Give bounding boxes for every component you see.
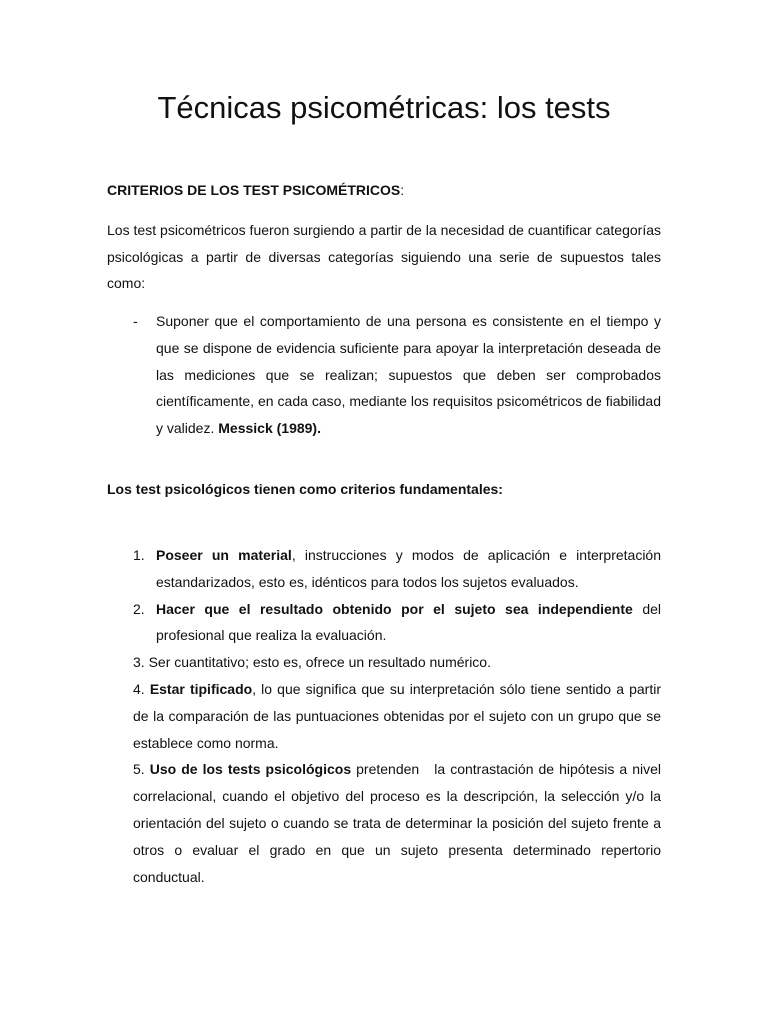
item-text: del profesional que realiza la evaluación. bbox=[156, 600, 661, 644]
item-text: , instrucciones y modos de aplicación e interpretación estandarizados, esto es, idénticos para todos los sujetos evaluados. bbox=[156, 547, 661, 590]
criteria-item-2 bbox=[133, 596, 661, 650]
item-text: pretenden la contrastación de hipótesis a nivel correlacional, cuando el objetivo del proceso es la descripción, la selección y/o la orientación del sujeto o cuando se trata de determinar la posición del sujeto frente a otros o evaluar el grado en que un sujeto presenta determinado repertorio conductual. bbox=[133, 761, 665, 885]
item-number: 5. bbox=[133, 761, 145, 778]
dash-marker: - bbox=[133, 313, 138, 329]
item-number: 4. bbox=[133, 680, 145, 697]
item-number: 1. bbox=[133, 547, 145, 563]
item-text: , lo que significa que su interpretación sólo tiene sentido a partir de la comparación de las puntuaciones obtenidas por el sujeto con un grupo que se establece como norma. bbox=[133, 680, 661, 751]
section-heading-colon: : bbox=[400, 182, 405, 198]
citation: Messick (1989). bbox=[218, 420, 321, 437]
section-heading-text: CRITERIOS DE LOS TEST PSICOMÉTRICOS bbox=[107, 182, 401, 198]
criteria-item-1 bbox=[133, 542, 661, 596]
intro-paragraph: Los test psicométricos fueron surgiendo a partir de la necesidad de cuantificar categorías psicológicas a partir de diversas categorías siguiendo una serie de supuestos tales como: bbox=[107, 222, 661, 292]
criteria-list bbox=[133, 542, 665, 890]
section-heading bbox=[107, 182, 404, 198]
item-bold: Estar tipificado bbox=[149, 680, 253, 697]
criteria-item-4 bbox=[133, 676, 661, 756]
assumption-list-item bbox=[133, 308, 661, 442]
assumption-text bbox=[156, 308, 661, 442]
item-text: Ser cuantitativo; esto es, ofrece un resultado numérico. bbox=[148, 654, 491, 671]
item-bold: Hacer que el resultado obtenido por el sujeto sea independiente bbox=[156, 600, 633, 617]
criteria-item-5 bbox=[133, 756, 665, 890]
assumption-body: Suponer que el comportamiento de una persona es consistente en el tiempo y que se dispone de evidencia suficiente para apoyar la interpretación deseada de las mediciones que se realizan; supuestos que deben ser comprobados científicamente, en cada caso, mediante los requisitos psicométricos de fiabilidad y validez. bbox=[156, 313, 661, 437]
page-title: Técnicas psicométricas: los tests bbox=[157, 90, 611, 125]
criteria-item-3 bbox=[133, 649, 661, 676]
item-bold: Uso de los tests psicológicos bbox=[149, 761, 352, 778]
item-bold: Poseer un material bbox=[156, 547, 292, 563]
criteria-heading: Los test psicológicos tienen como criterios fundamentales: bbox=[107, 481, 503, 497]
item-number: 3. bbox=[133, 654, 145, 671]
item-number: 2. bbox=[133, 600, 145, 617]
